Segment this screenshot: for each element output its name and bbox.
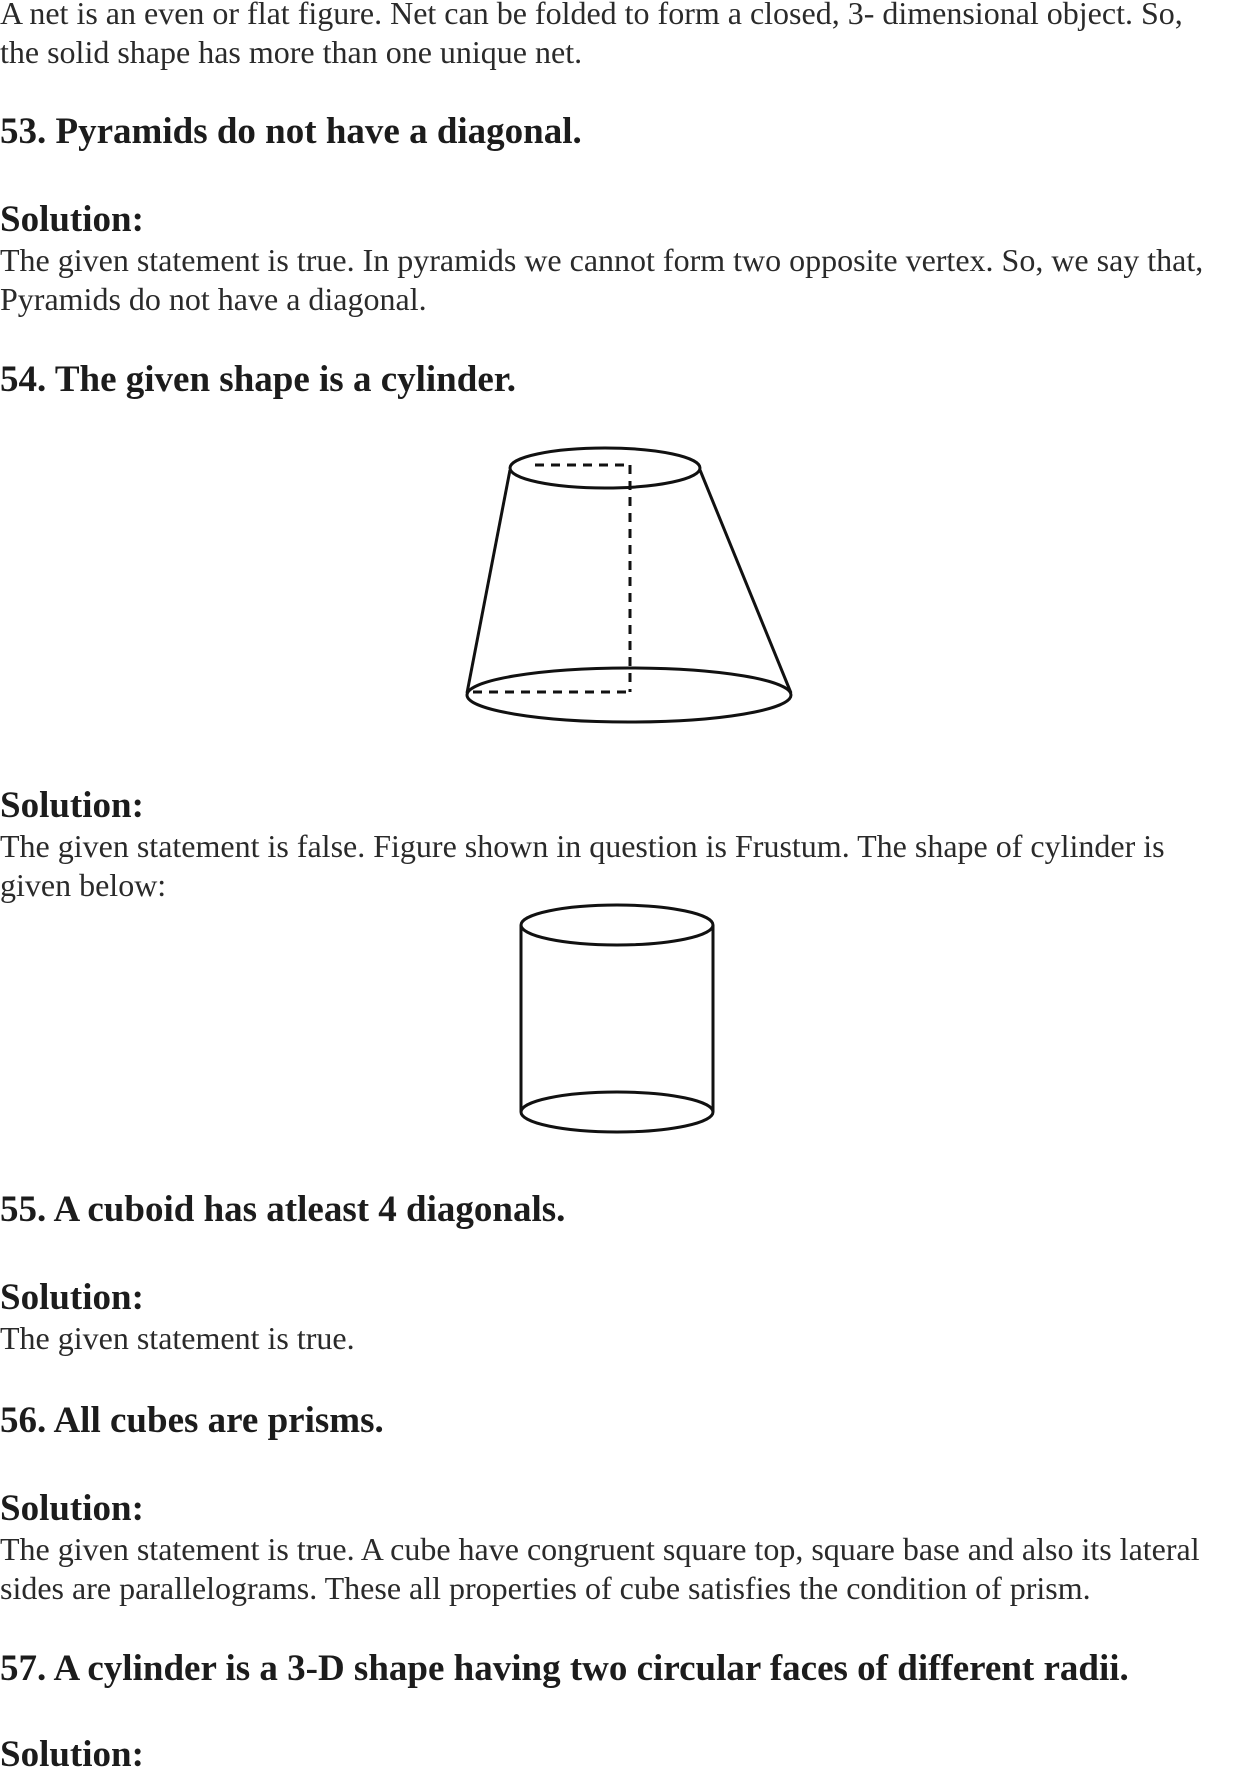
solution-53-text: The given statement is true. In pyramids we cannot form two opposite vertex. So, we say that, Pyramids do not have a diagonal. [0,242,1204,317]
question-57 [0,1647,1228,1691]
question-56 [0,1399,1228,1443]
solution-53-heading: Solution: [0,199,144,240]
solution-55-heading: Solution: [0,1277,144,1318]
solution-53 [0,199,1228,319]
solution-57 [0,1734,1228,1776]
question-54 [0,358,1228,402]
intro-section [0,0,1228,72]
question-55 [0,1188,1228,1232]
question-56-title: 56. All cubes are prisms. [0,1400,384,1441]
solution-55-text: The given statement is true. [0,1320,355,1356]
solution-54-heading: Solution: [0,785,144,826]
question-57-title: 57. A cylinder is a 3-D shape having two circular faces of different radii. [0,1648,1129,1689]
solution-54 [0,785,1228,905]
frustum-figure-icon [455,440,805,730]
solution-56-text: The given statement is true. A cube have congruent square top, square base and also its lateral sides are parallelograms. These all properties of cube satisfies the condition of prism. [0,1531,1200,1606]
intro-paragraph: A net is an even or flat figure. Net can be folded to form a closed, 3- dimensional object. So, the solid shape has more than one unique net. [0,0,1183,70]
solution-55 [0,1277,1228,1358]
solution-56-heading: Solution: [0,1488,144,1529]
question-54-title: 54. The given shape is a cylinder. [0,359,517,400]
solution-54-text: The given statement is false. Figure shown in question is Frustum. The shape of cylinder is given below: [0,828,1165,903]
question-53 [0,110,1228,154]
cylinder-figure-icon [515,900,725,1140]
solution-57-heading: Solution: [0,1734,144,1775]
question-55-title: 55. A cuboid has atleast 4 diagonals. [0,1189,566,1230]
solution-56 [0,1488,1228,1608]
question-53-title: 53. Pyramids do not have a diagonal. [0,111,582,152]
